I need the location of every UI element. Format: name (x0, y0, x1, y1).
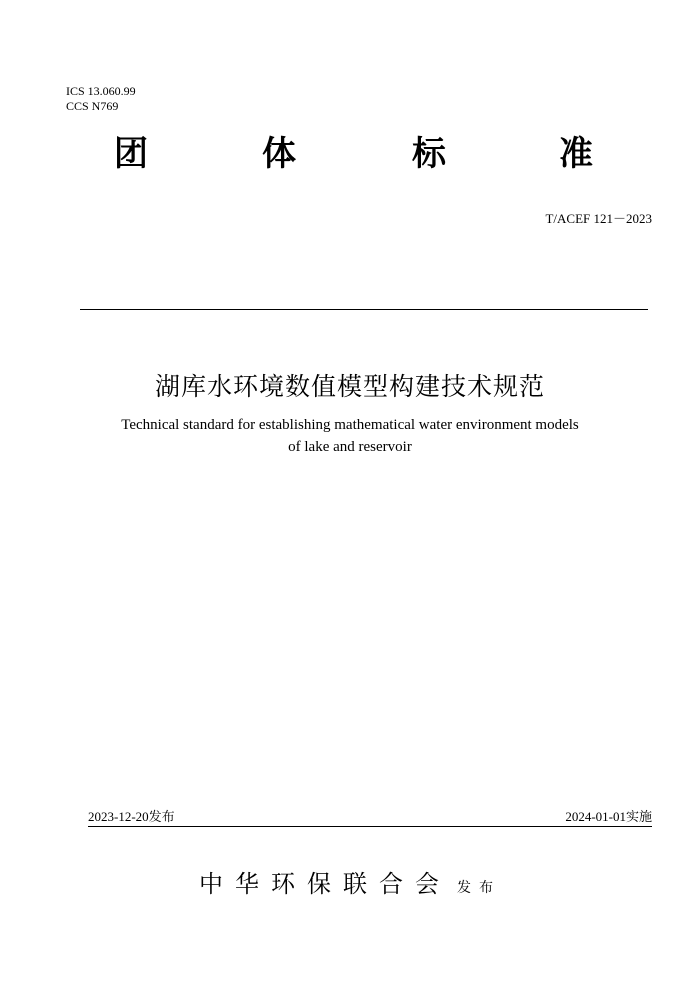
title-english-line-2: of lake and reservoir (288, 439, 412, 455)
document-type-char: 体 (262, 134, 296, 174)
bottom-divider (88, 826, 652, 827)
document-type-char: 标 (412, 134, 446, 174)
publisher-name: 中华环保联合会 (199, 870, 451, 898)
effective-date: 2024-01-01实施 (565, 809, 652, 824)
standard-number: T/ACEF 121－2023 (545, 211, 652, 226)
document-type-char: 准 (559, 134, 593, 174)
document-type-char: 团 (114, 134, 148, 174)
document-type-heading (0, 132, 700, 176)
title-english (0, 414, 700, 458)
classification-codes (66, 84, 136, 114)
title-english-line-1: Technical standard for establishing mathematical water environment models (121, 417, 579, 433)
ccs-code: CCS N769 (66, 99, 119, 113)
publisher-action: 发布 (457, 880, 501, 896)
date-row (88, 808, 652, 826)
issue-date: 2023-12-20发布 (88, 809, 175, 824)
title-chinese: 湖库水环境数值模型构建技术规范 (154, 372, 545, 401)
publisher-line (0, 864, 700, 899)
ics-code: ICS 13.060.99 (66, 84, 136, 98)
top-divider (80, 309, 648, 310)
